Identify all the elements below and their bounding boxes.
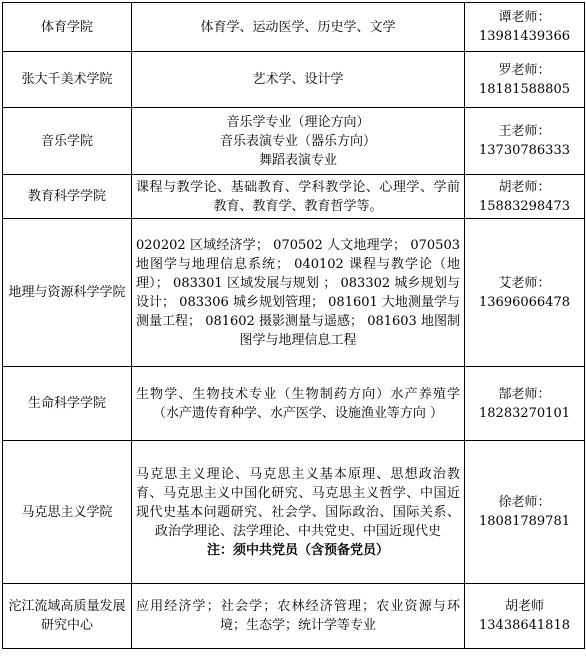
major-list: 应用经济学；社会学；农林经济管理；农业资源与环境；生态学；统计学等专业	[132, 584, 465, 649]
contact-name: 艾老师：	[498, 275, 551, 291]
table-row	[3, 175, 585, 219]
major-list: 生物学、生物技术专业（生物制药方向）水产养殖学（水产遗传育种学、水产医学、设施渔业等方向 ）	[132, 367, 465, 441]
major-line: 音乐学专业（理论方向）	[226, 114, 370, 130]
major-list: 体育学、运动医学、历史学、文学	[132, 3, 465, 52]
contact-cell	[465, 219, 585, 367]
contact-name: 王老师：	[498, 124, 551, 139]
table-row	[3, 441, 585, 584]
table-row	[3, 367, 585, 441]
contact-cell	[465, 584, 585, 649]
contact-name: 胡老师：	[498, 179, 551, 195]
major-list: 课程与教学论、基础教育、学科教学论、心理学、学前教育、教育学、教育哲学等。	[132, 175, 465, 219]
contact-phone: 15883298473	[479, 198, 570, 214]
college-name: 体育学院	[3, 3, 132, 52]
contact-cell	[465, 52, 585, 108]
major-list	[132, 108, 465, 175]
contact-phone: 18181588805	[479, 81, 570, 97]
contact-name: 谭老师：	[498, 10, 551, 25]
college-name: 张大千美术学院	[3, 52, 132, 108]
major-line: 音乐表演专业（器乐方向）	[219, 133, 376, 149]
major-text: 马克思主义理论、马克思主义基本原理、思想政治教育、马克思主义中国化研究、马克思主义哲学、中国近现代史基本问题研究、社会学、国际政治、国际关系、政治学理论、法学理论、中共党史、中国近现代史	[136, 466, 460, 539]
major-line: 舞蹈表演专业	[258, 152, 337, 168]
contact-phone: 13730786333	[479, 143, 570, 158]
table-row	[3, 3, 585, 52]
contact-name: 徐老师：	[498, 495, 551, 510]
college-name: 马克思主义学院	[3, 441, 132, 584]
contact-table	[2, 2, 585, 649]
contact-phone: 13981439366	[479, 29, 570, 44]
contact-cell	[465, 108, 585, 175]
major-list: 020202 区域经济学； 070502 人文地理学； 070503 地图学与地理信息系统； 040102 课程与教学论（地理）； 083301 区域发展与规划 ； 083302 城乡规划与设计； 083306 城乡规划管理； 081601 大地测量学与测量工程； 081602 摄影测量与遥感； 081603 地图制图学与地理信息工程	[132, 219, 465, 367]
college-name: 音乐学院	[3, 108, 132, 175]
table-row	[3, 219, 585, 367]
college-name: 教育科学学院	[3, 175, 132, 219]
college-name: 沱江流域高质量发展研究中心	[3, 584, 132, 649]
contact-cell	[465, 441, 585, 584]
contact-name: 胡老师	[504, 599, 544, 614]
college-name: 地理与资源科学学院	[3, 219, 132, 367]
contact-phone: 18081789781	[479, 514, 570, 529]
table-row	[3, 52, 585, 108]
contact-cell	[465, 175, 585, 219]
contact-phone: 13696066478	[479, 294, 570, 310]
contact-phone: 18283270101	[479, 405, 570, 421]
contact-name: 罗老师：	[498, 62, 551, 78]
membership-note: 注：须中共党员（含预备党员）	[206, 542, 389, 558]
contact-cell	[465, 3, 585, 52]
college-name: 生命科学学院	[3, 367, 132, 441]
table-row	[3, 584, 585, 649]
contact-name: 郜老师：	[498, 386, 551, 402]
major-list	[132, 441, 465, 584]
contact-phone: 13438641818	[479, 618, 570, 633]
major-list: 艺术学、设计学	[132, 52, 465, 108]
table-row	[3, 108, 585, 175]
contact-cell	[465, 367, 585, 441]
